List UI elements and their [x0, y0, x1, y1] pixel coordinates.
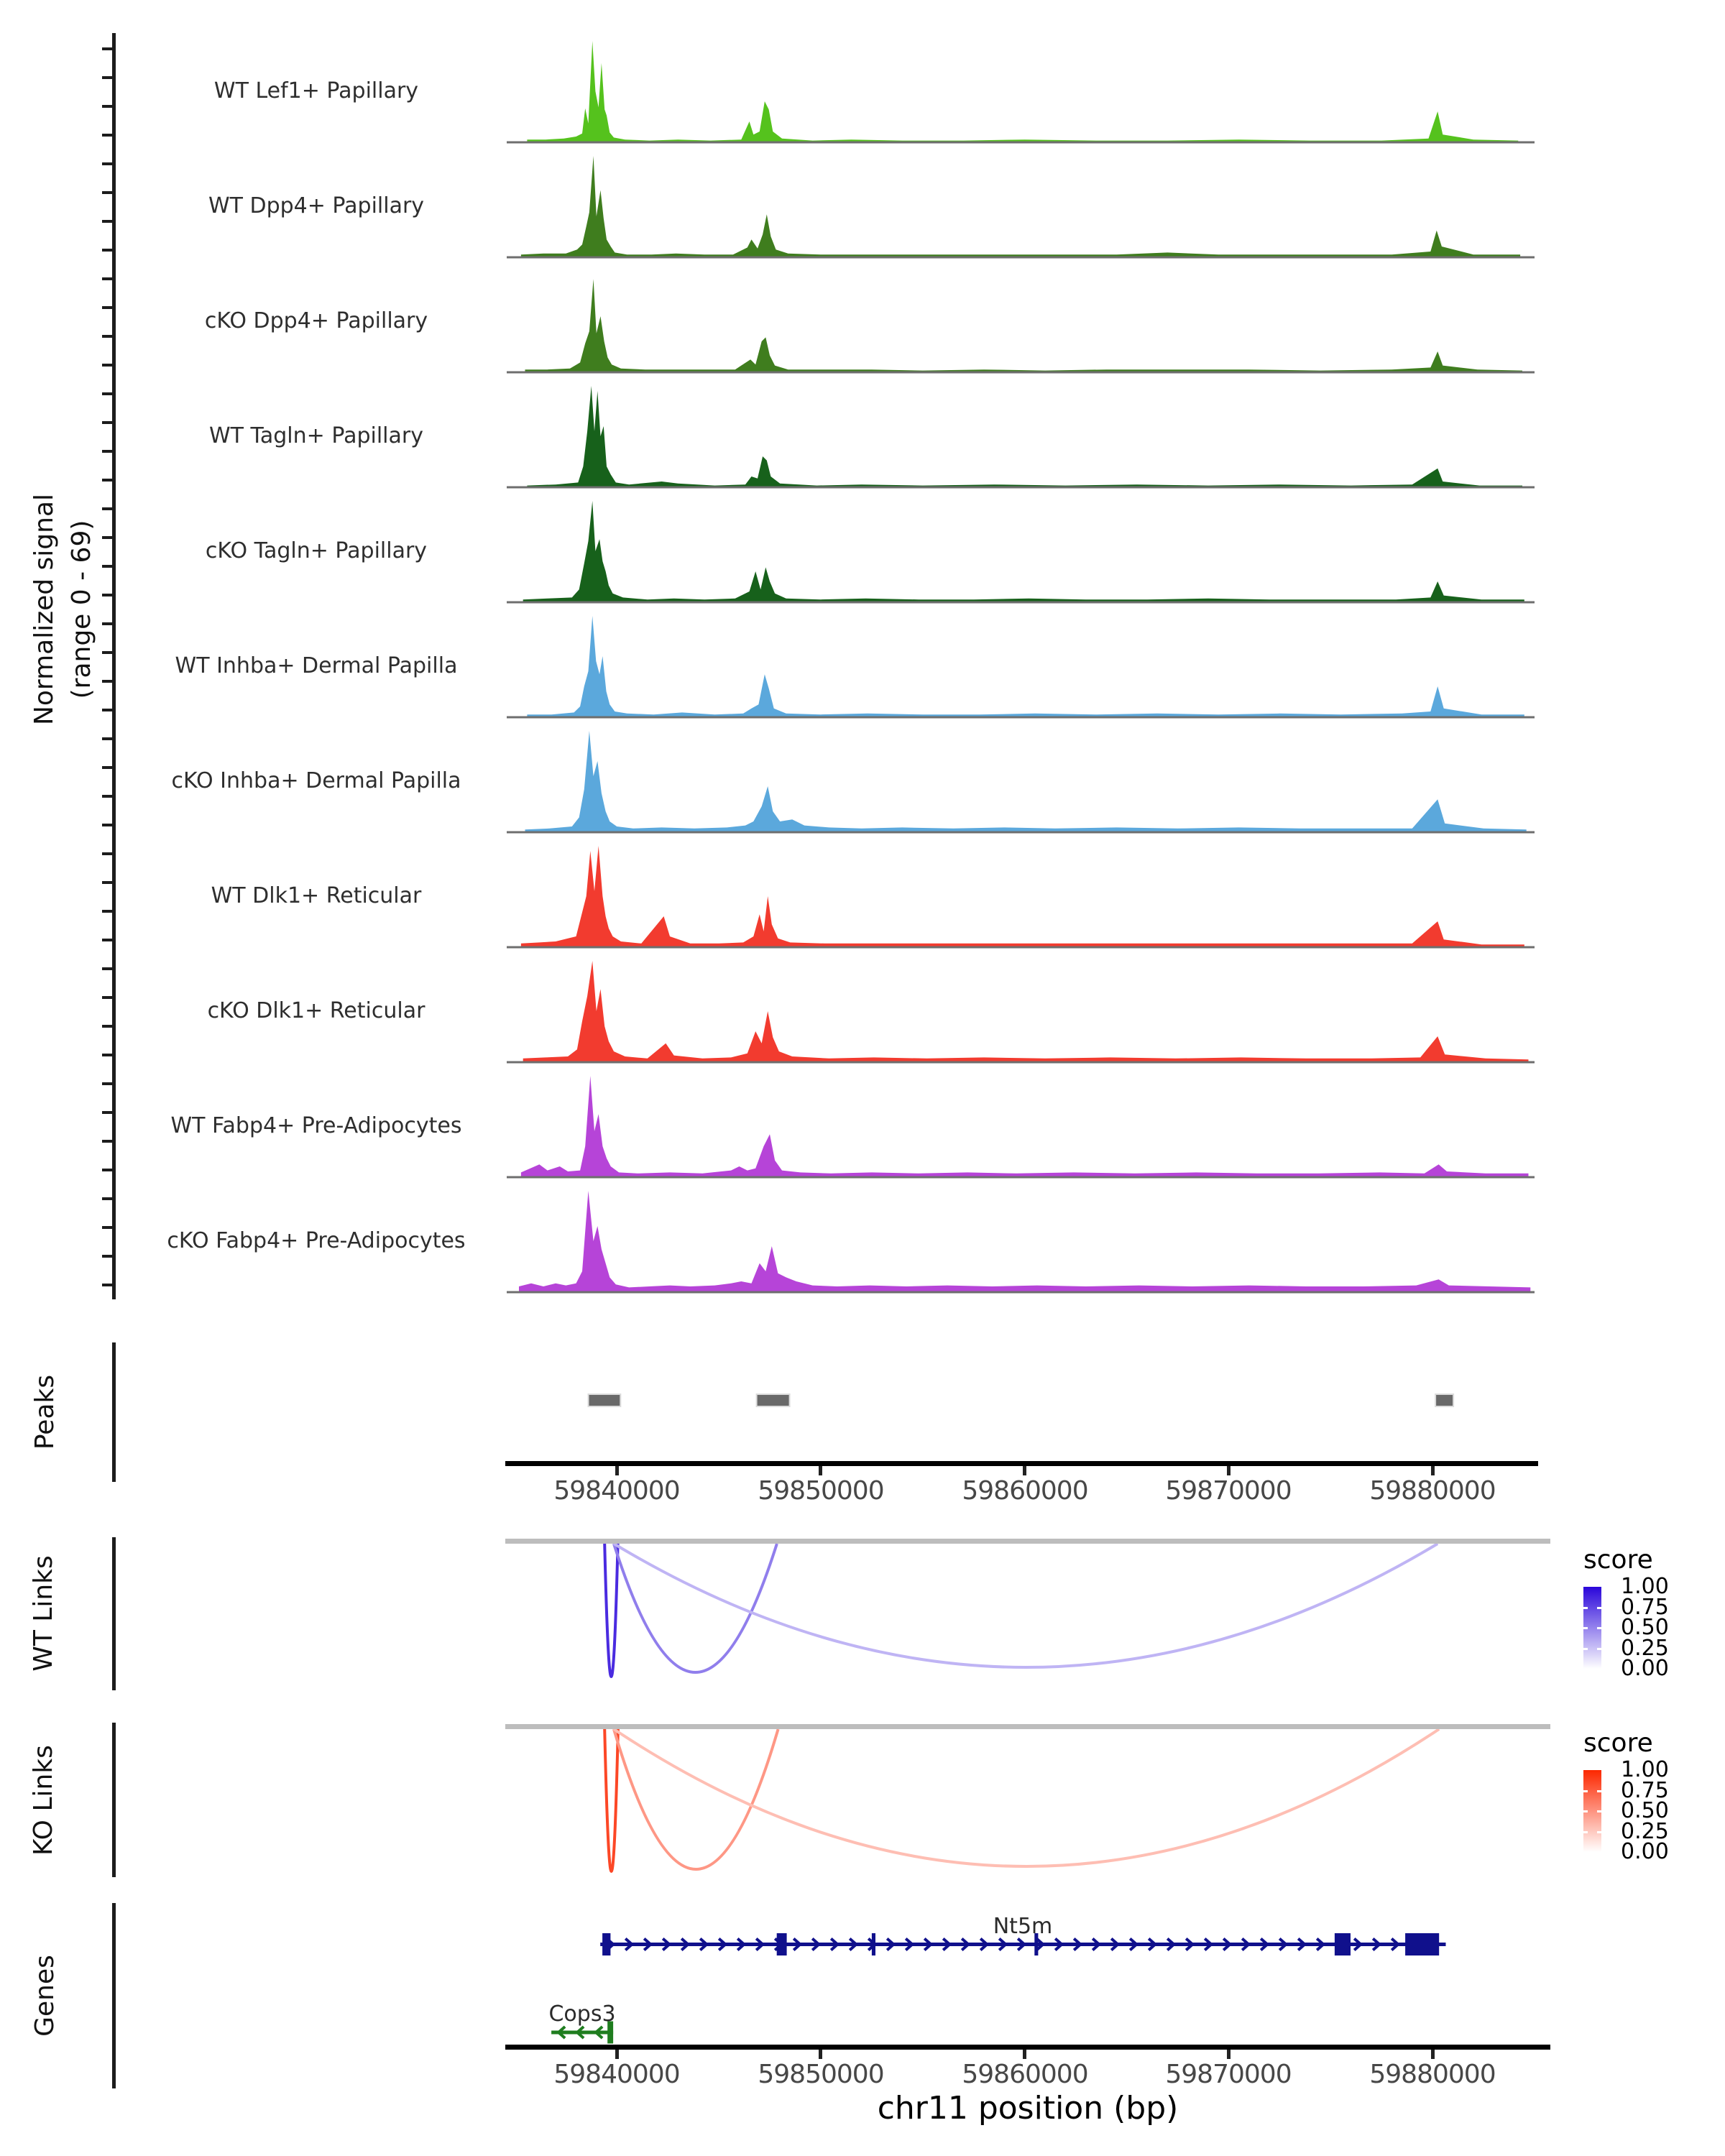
- gene-exon: [872, 1933, 875, 1955]
- legend-colorbar-tick: [1597, 1627, 1601, 1629]
- legend-title: score: [1583, 1728, 1653, 1758]
- genome-axis-tick: [1431, 1466, 1435, 1475]
- track-label: WT Tagln+ Papillary: [209, 423, 423, 448]
- gene-exon: [1335, 1933, 1351, 1955]
- peak-region: [589, 1394, 621, 1406]
- y-axis-tick: [102, 1255, 112, 1258]
- coverage-area: [521, 1076, 1529, 1176]
- y-axis-tick: [102, 364, 112, 367]
- genes-bracket: [112, 1903, 116, 2088]
- peaks-bracket: [112, 1342, 116, 1482]
- coverage-area: [525, 731, 1527, 831]
- ko-links-panel-label-text: KO Links: [28, 1745, 58, 1856]
- legend-colorbar-tick: [1583, 1790, 1588, 1792]
- gene-exon: [777, 1933, 787, 1955]
- genome-axis-tick: [1227, 2050, 1230, 2059]
- genome-axis-tick: [1023, 2050, 1026, 2059]
- coverage-area: [519, 1191, 1530, 1291]
- genome-axis-line: [505, 2045, 1550, 2050]
- coverage-axis-label: [24, 394, 103, 825]
- legend-colorbar-tick: [1583, 1627, 1588, 1629]
- links-panel-rule: [505, 1724, 1550, 1729]
- legend-colorbar-tick: [1597, 1810, 1601, 1812]
- y-axis-tick: [102, 737, 112, 740]
- y-axis-tick: [102, 507, 112, 510]
- link-arc: [604, 1544, 617, 1677]
- genome-axis-tick: [615, 2050, 619, 2059]
- coverage-area: [527, 386, 1522, 487]
- wt-links-panel-label: [25, 1506, 61, 1721]
- genome-axis-tick-label: 59860000: [962, 1476, 1088, 1506]
- y-axis-tick: [102, 392, 112, 395]
- link-arc: [604, 1729, 618, 1871]
- coverage-area: [521, 156, 1520, 257]
- genome-axis-tick: [615, 1466, 619, 1475]
- y-axis-tick: [102, 795, 112, 798]
- legend-tick-label: 0.25: [1621, 1636, 1669, 1661]
- legend-tick-label: 1.00: [1621, 1757, 1669, 1782]
- ko-links-bracket: [112, 1723, 116, 1877]
- track-label: cKO Tagln+ Papillary: [205, 538, 428, 563]
- track-label: cKO Dlk1+ Reticular: [207, 998, 426, 1023]
- track-label: WT Inhba+ Dermal Papilla: [175, 653, 458, 678]
- y-axis-tick: [102, 249, 112, 252]
- coverage-area: [525, 279, 1523, 372]
- genome-axis-tick: [1431, 2050, 1435, 2059]
- genome-axis-tick: [1227, 1466, 1230, 1475]
- y-axis-tick: [102, 594, 112, 596]
- legend-tick-label: 0.00: [1621, 1656, 1669, 1681]
- gene-name-label: Cops3: [548, 2001, 616, 2027]
- y-axis-tick: [102, 852, 112, 855]
- track-label: cKO Fabp4+ Pre-Adipocytes: [167, 1228, 466, 1253]
- y-axis-tick: [102, 1082, 112, 1085]
- y-axis-tick: [102, 105, 112, 108]
- legend-tick-label: 0.25: [1621, 1819, 1669, 1844]
- genome-axis-tick-label: 59850000: [758, 1476, 884, 1506]
- y-axis-tick: [102, 335, 112, 338]
- coverage-area: [523, 961, 1529, 1061]
- y-axis-tick: [102, 450, 112, 453]
- peak-region: [1435, 1394, 1453, 1406]
- y-axis-tick: [102, 967, 112, 970]
- genome-axis-tick-label: 59870000: [1165, 2060, 1292, 2089]
- peaks-panel-label: [27, 1304, 63, 1520]
- legend-tick-label: 0.50: [1621, 1615, 1669, 1640]
- genes-panel-label: [27, 1888, 63, 2104]
- legend-colorbar-tick: [1583, 1607, 1588, 1609]
- genome-axis-tick-label: 59840000: [553, 2060, 680, 2089]
- y-axis-tick: [102, 134, 112, 137]
- genome-axis-tick: [819, 2050, 822, 2059]
- genome-axis-tick-label: 59860000: [962, 2060, 1088, 2089]
- track-label: WT Dpp4+ Papillary: [208, 193, 425, 218]
- legend-colorbar-tick: [1583, 1831, 1588, 1833]
- genome-axis-tick-label: 59850000: [758, 2060, 884, 2089]
- link-arc: [614, 1544, 777, 1672]
- y-axis-tick: [102, 479, 112, 482]
- y-axis-tick: [102, 622, 112, 625]
- y-axis-tick: [102, 220, 112, 223]
- legend-colorbar-tick: [1597, 1790, 1601, 1792]
- y-axis-tick: [102, 824, 112, 826]
- y-axis-tick: [102, 939, 112, 941]
- y-axis-tick: [102, 910, 112, 913]
- track-label: cKO Dpp4+ Papillary: [204, 308, 428, 333]
- y-axis-tick: [102, 1169, 112, 1171]
- legend-colorbar-tick: [1583, 1810, 1588, 1812]
- legend-tick-label: 0.75: [1621, 1595, 1669, 1620]
- genes-panel-label-text: Genes: [29, 1955, 60, 2037]
- y-axis-tick: [102, 1025, 112, 1028]
- peak-region: [757, 1394, 790, 1406]
- y-axis-tick: [102, 1284, 112, 1286]
- legend-colorbar-tick: [1597, 1831, 1601, 1833]
- y-axis-tick: [102, 47, 112, 50]
- coverage-axis-label-line1: Normalized signal: [29, 493, 59, 726]
- genome-axis-tick: [1023, 1466, 1026, 1475]
- coverage-axis-label-line2: (range 0 - 69): [67, 520, 96, 699]
- gene-name-label: Nt5m: [993, 1914, 1053, 1939]
- x-axis-title: chr11 position (bp): [877, 2090, 1179, 2127]
- y-axis-tick: [102, 680, 112, 683]
- genome-axis-tick-label: 59870000: [1165, 1476, 1292, 1506]
- legend-title: score: [1583, 1545, 1653, 1575]
- track-label: WT Lef1+ Papillary: [213, 78, 419, 103]
- link-arc: [614, 1729, 1439, 1866]
- coverage-area: [521, 846, 1524, 946]
- coverage-area: [527, 616, 1524, 717]
- genome-axis-tick-label: 59840000: [553, 1476, 680, 1506]
- track-label: cKO Inhba+ Dermal Papilla: [171, 768, 461, 793]
- gene-exon: [602, 1933, 610, 1955]
- track-label: WT Dlk1+ Reticular: [211, 883, 422, 908]
- y-axis-tick: [102, 1054, 112, 1056]
- peaks-panel-label-text: Peaks: [29, 1374, 60, 1450]
- track-label: WT Fabp4+ Pre-Adipocytes: [170, 1113, 462, 1138]
- genome-axis-tick-label: 59880000: [1369, 2060, 1496, 2089]
- y-axis-tick: [102, 1140, 112, 1143]
- coverage-area: [523, 501, 1524, 602]
- genome-axis-line: [505, 1461, 1538, 1466]
- coverage-area: [527, 41, 1518, 142]
- legend-colorbar-tick: [1597, 1648, 1601, 1650]
- genome-axis-tick-label: 59880000: [1369, 1476, 1496, 1506]
- legend-tick-label: 0.00: [1621, 1839, 1669, 1864]
- y-axis-tick: [102, 709, 112, 711]
- legend-colorbar-tick: [1583, 1648, 1588, 1650]
- legend-tick-label: 0.75: [1621, 1778, 1669, 1803]
- y-axis-tick: [102, 565, 112, 568]
- wt-links-panel-label-text: WT Links: [28, 1555, 58, 1672]
- ko-links-panel-label: [25, 1692, 61, 1908]
- links-panel-rule: [505, 1539, 1550, 1544]
- wt-links-bracket: [112, 1537, 116, 1690]
- genome-axis-tick: [819, 1466, 822, 1475]
- link-arc: [614, 1729, 778, 1869]
- legend-colorbar-tick: [1597, 1607, 1601, 1609]
- gene-exon: [1405, 1933, 1439, 1955]
- y-axis-tick: [102, 1197, 112, 1200]
- y-axis-tick: [102, 277, 112, 280]
- link-arc: [614, 1544, 1438, 1667]
- y-axis-tick: [102, 162, 112, 165]
- legend-tick-label: 0.50: [1621, 1798, 1669, 1823]
- legend-tick-label: 1.00: [1621, 1574, 1669, 1599]
